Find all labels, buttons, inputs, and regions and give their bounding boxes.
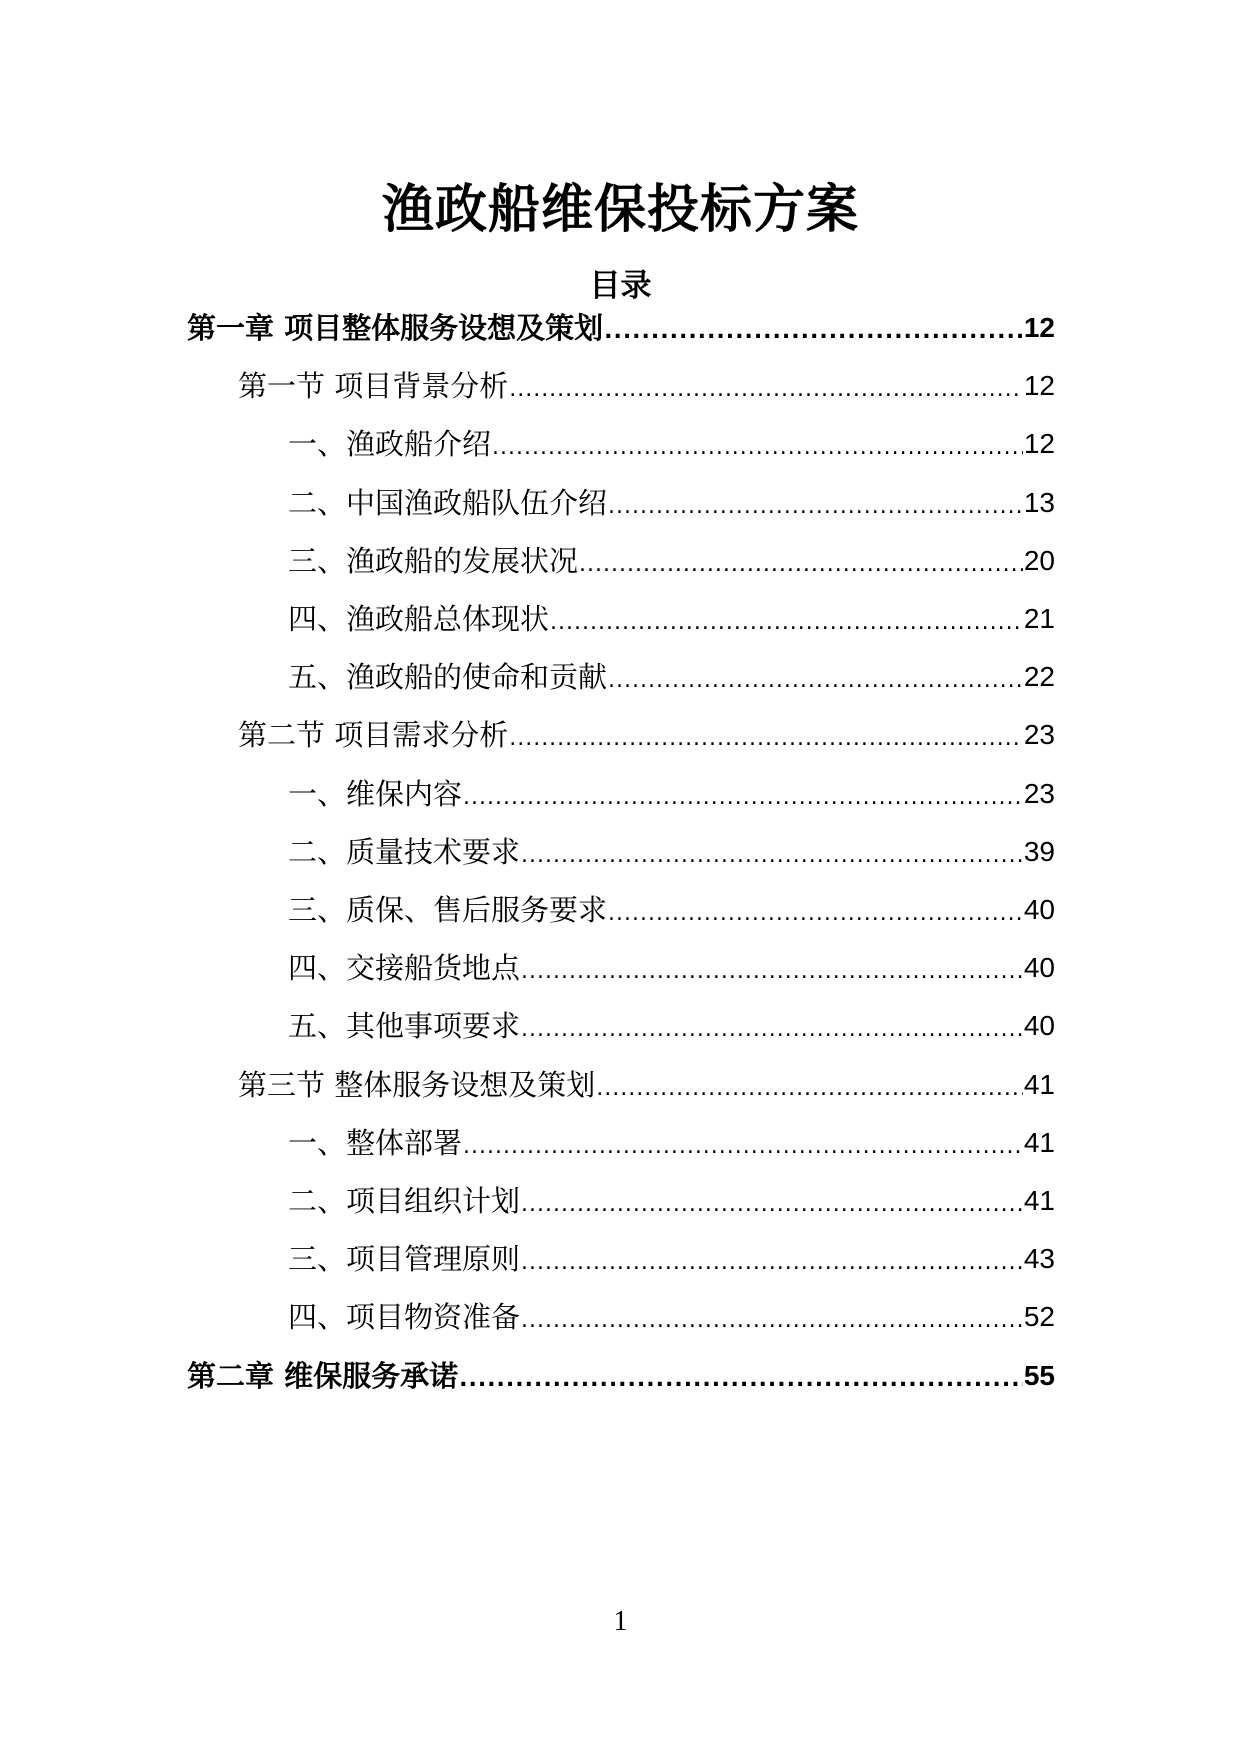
toc-dot-leader [459, 1362, 1023, 1398]
toc-entry-page-number: 23 [1023, 719, 1055, 751]
toc-entry[interactable] [238, 364, 1055, 408]
toc-entry-page-number: 40 [1023, 1010, 1055, 1042]
toc-entry[interactable] [288, 946, 1055, 990]
toc-dot-leader [509, 372, 1023, 408]
toc-entry-page-number: 43 [1023, 1243, 1055, 1275]
toc-dot-leader [604, 314, 1023, 350]
toc-dot-leader [521, 1245, 1023, 1281]
toc-dot-leader [521, 1012, 1023, 1048]
toc-dot-leader [521, 1187, 1023, 1223]
toc-entry-title: 五、渔政船的使命和贡献 [288, 660, 608, 695]
toc-entry-title: 三、质保、售后服务要求 [288, 893, 608, 927]
toc-entry-title: 第二节 项目需求分析 [238, 718, 509, 753]
toc-heading: 目录 [589, 268, 652, 304]
toc-entry[interactable] [288, 888, 1055, 932]
toc-entry-page-number: 40 [1023, 952, 1055, 984]
toc-dot-leader [463, 1129, 1023, 1165]
toc-entry-page-number: 52 [1023, 1301, 1055, 1333]
toc-entry[interactable] [288, 1179, 1055, 1223]
toc-entry-title: 五、其他事项要求 [288, 1009, 521, 1044]
toc-entry[interactable] [288, 539, 1055, 583]
toc-dot-leader [608, 489, 1023, 525]
toc-entry-page-number: 12 [1023, 428, 1055, 460]
toc-entry-title: 一、维保内容 [288, 776, 463, 811]
toc-entry-title: 四、项目物资准备 [288, 1300, 521, 1335]
toc-entry[interactable] [187, 1354, 1055, 1398]
toc-entry-title: 三、渔政船的发展状况 [288, 543, 579, 578]
toc-entry[interactable] [288, 597, 1055, 641]
toc-dot-leader [596, 1071, 1023, 1107]
toc-dot-leader [521, 954, 1023, 990]
toc-entry[interactable] [288, 1004, 1055, 1048]
toc-entry-title: 四、渔政船总体现状 [288, 602, 550, 636]
toc-entry-title: 三、项目管理原则 [288, 1242, 521, 1277]
toc-entry[interactable] [288, 655, 1055, 699]
toc-dot-leader [521, 1303, 1023, 1339]
toc-entry-title: 四、交接船货地点 [288, 951, 521, 986]
toc-dot-leader [509, 721, 1023, 757]
toc-entry-page-number: 22 [1023, 661, 1055, 693]
toc-entry-page-number: 41 [1023, 1068, 1055, 1100]
toc-entry-page-number: 23 [1023, 777, 1055, 809]
toc-entry[interactable] [288, 830, 1055, 874]
toc-entry-title: 第一章 项目整体服务设想及策划 [187, 311, 604, 345]
toc-entry-page-number: 21 [1023, 603, 1055, 634]
toc-dot-leader [521, 838, 1023, 874]
toc-entry-title: 第一节 项目背景分析 [238, 369, 509, 404]
toc-dot-leader [579, 547, 1023, 583]
toc-entry-title: 二、质量技术要求 [288, 834, 521, 869]
toc-entry-title: 二、项目组织计划 [288, 1184, 521, 1218]
toc-entry-title: 第二章 维保服务承诺 [187, 1358, 459, 1393]
toc-entry-page-number: 20 [1023, 544, 1055, 576]
toc-entry-page-number: 40 [1023, 894, 1055, 925]
toc-entry-page-number: 39 [1023, 835, 1055, 867]
toc-entry[interactable] [238, 1063, 1055, 1107]
toc-entry[interactable] [288, 1295, 1055, 1339]
toc-entry-page-number: 55 [1023, 1359, 1055, 1391]
toc-entry[interactable] [187, 306, 1055, 350]
toc-entry[interactable] [238, 713, 1055, 757]
toc-entry[interactable] [288, 1121, 1055, 1165]
toc-entry[interactable] [288, 481, 1055, 525]
toc-entry-page-number: 41 [1023, 1185, 1055, 1216]
toc-entry-page-number: 41 [1023, 1126, 1055, 1158]
document-title: 渔政船维保投标方案 [381, 180, 859, 240]
toc-entry-title: 二、中国渔政船队伍介绍 [288, 485, 608, 520]
toc-entry[interactable] [288, 1237, 1055, 1281]
toc-dot-leader [492, 430, 1023, 466]
toc-dot-leader [608, 896, 1023, 932]
toc-dot-leader [550, 605, 1023, 641]
toc-dot-leader [463, 780, 1023, 816]
page-number: 1 [613, 1606, 628, 1637]
toc-entry-page-number: 13 [1023, 486, 1055, 518]
toc-entry-title: 第三节 整体服务设想及策划 [238, 1067, 596, 1102]
toc-entry-page-number: 12 [1023, 312, 1055, 343]
toc-entry-page-number: 12 [1023, 370, 1055, 402]
toc-dot-leader [608, 663, 1023, 699]
toc-entry-title: 一、整体部署 [288, 1125, 463, 1160]
toc-entry[interactable] [288, 772, 1055, 816]
toc-entry-title: 一、渔政船介绍 [288, 427, 492, 462]
toc-entry[interactable] [288, 422, 1055, 466]
